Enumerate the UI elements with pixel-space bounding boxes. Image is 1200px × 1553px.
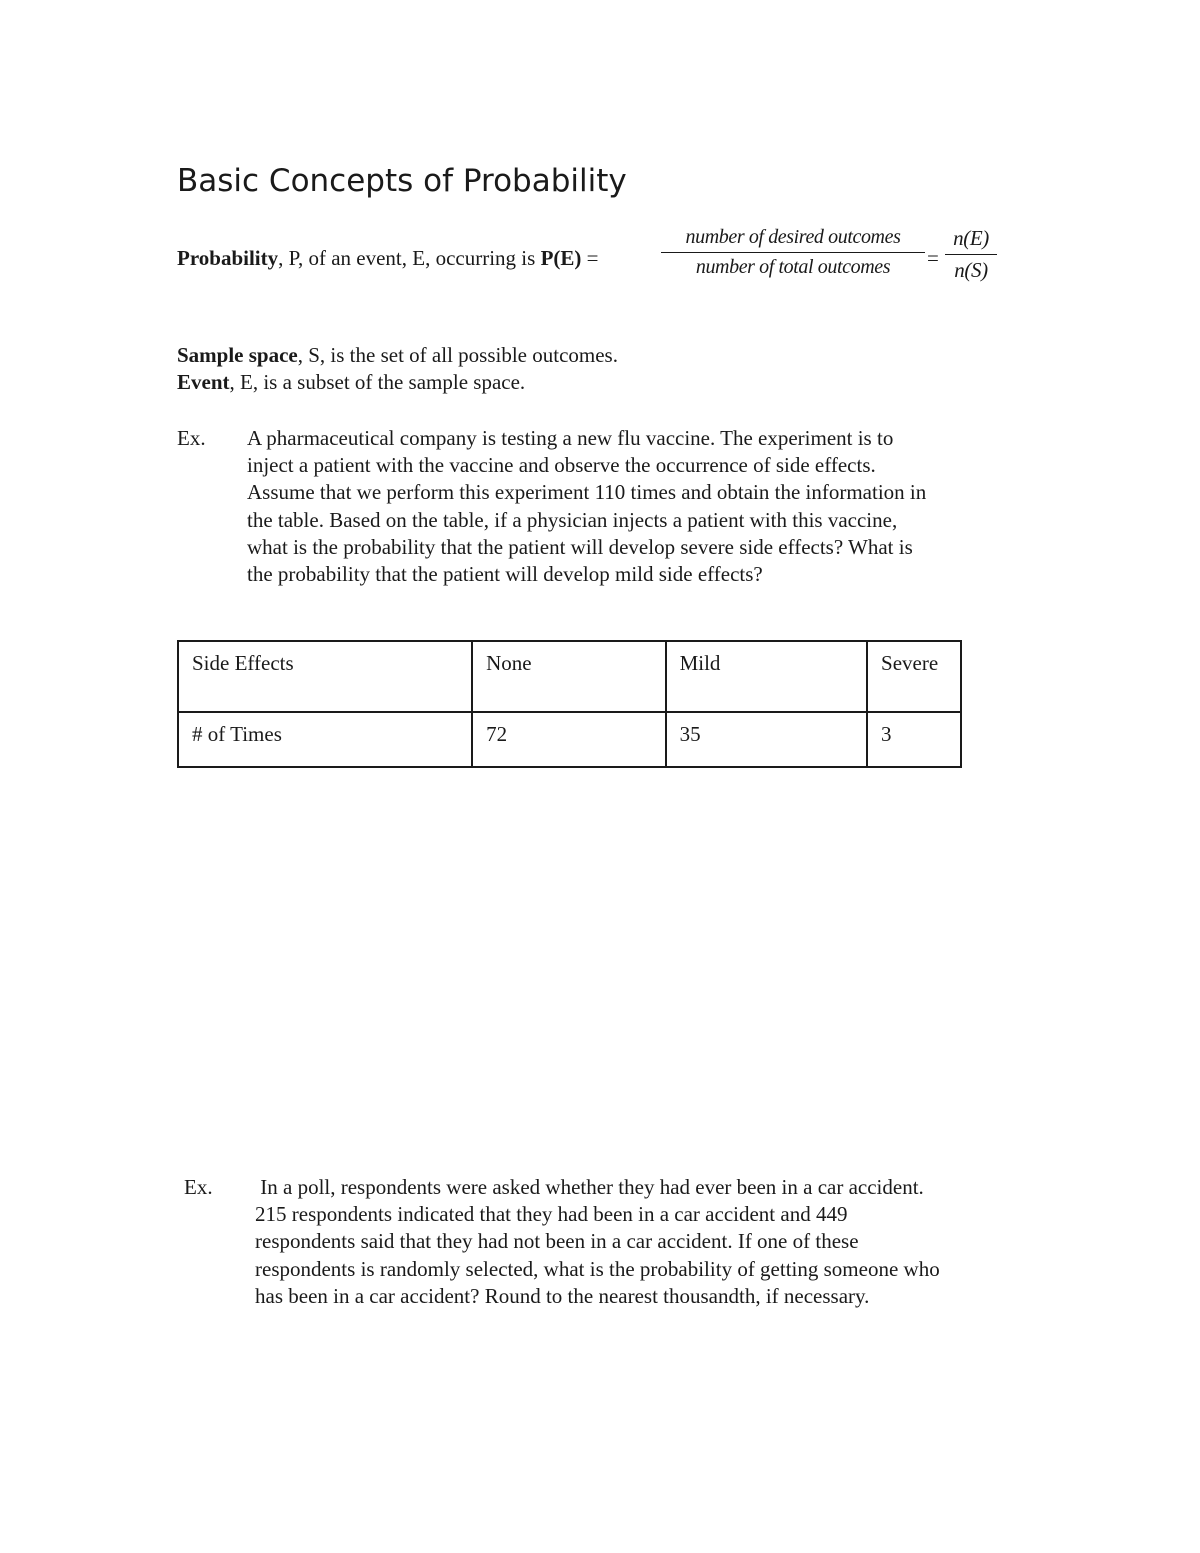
table-cell: Severe xyxy=(867,641,961,712)
example-2-label: Ex. xyxy=(184,1175,213,1199)
side-effects-table xyxy=(177,640,962,768)
definition-text xyxy=(177,246,599,271)
formula-label: P(E) xyxy=(540,246,582,270)
example-1-line: inject a patient with the vaccine and observe the occurrence of side effects. xyxy=(247,453,876,478)
second-equals: = xyxy=(927,246,939,270)
event-term: Event xyxy=(177,370,230,394)
page-title: Basic Concepts of Probability xyxy=(177,163,627,199)
ratio-fraction xyxy=(945,226,997,283)
ratio-bar xyxy=(945,254,997,255)
example-1-body xyxy=(247,425,926,588)
table-cell: None xyxy=(472,641,665,712)
example-1-line: what is the probability that the patient will develop severe side effects? What is xyxy=(247,534,913,559)
example-2-body xyxy=(255,1174,940,1310)
formula-equals: = xyxy=(581,246,599,270)
example-2-line: has been in a car accident? Round to the nearest thousandth, if necessary. xyxy=(255,1283,870,1308)
table-cell: 72 xyxy=(472,712,665,767)
example-1-line: the table. Based on the table, if a physician injects a patient with this vaccine, xyxy=(247,507,898,532)
fraction-bar xyxy=(661,252,925,253)
event-text: , E, is a subset of the sample space. xyxy=(229,370,526,394)
example-1-line: A pharmaceutical company is testing a new flu vaccine. The experiment is to xyxy=(247,426,894,450)
fraction-numerator: number of desired outcomes xyxy=(685,226,901,248)
example-2-line: 215 respondents indicated that they had been in a car accident and 449 xyxy=(255,1202,848,1227)
table-row xyxy=(178,641,961,712)
example-2-line: In a poll, respondents were asked whether they had ever been in a car accident. xyxy=(255,1175,924,1199)
outcomes-fraction xyxy=(661,226,925,279)
example-2-line: respondents said that they had not been in a car accident. If one of these xyxy=(255,1229,859,1254)
ratio-denominator: n(S) xyxy=(954,258,988,282)
example-1-line: the probability that the patient will develop mild side effects? xyxy=(247,562,763,587)
table-cell: 35 xyxy=(666,712,867,767)
sample-space-text: , S, is the set of all possible outcomes. xyxy=(297,343,618,367)
definition-body: , P, of an event, E, occurring is xyxy=(278,246,541,270)
example-1-line: Assume that we perform this experiment 110 times and obtain the information in xyxy=(247,480,927,505)
sample-space-definition xyxy=(177,343,618,368)
example-2-line: respondents is randomly selected, what is the probability of getting someone who xyxy=(255,1256,940,1281)
table-cell: Side Effects xyxy=(178,641,472,712)
sample-space-term: Sample space xyxy=(177,343,298,367)
ratio-numerator: n(E) xyxy=(953,226,989,250)
table-cell: # of Times xyxy=(178,712,472,767)
event-definition xyxy=(177,370,525,395)
table-cell: Mild xyxy=(666,641,867,712)
example-1-label: Ex. xyxy=(177,426,206,450)
table-row xyxy=(178,712,961,767)
probability-term: Probability xyxy=(177,246,279,270)
fraction-denominator: number of total outcomes xyxy=(695,256,891,278)
table-cell: 3 xyxy=(867,712,961,767)
